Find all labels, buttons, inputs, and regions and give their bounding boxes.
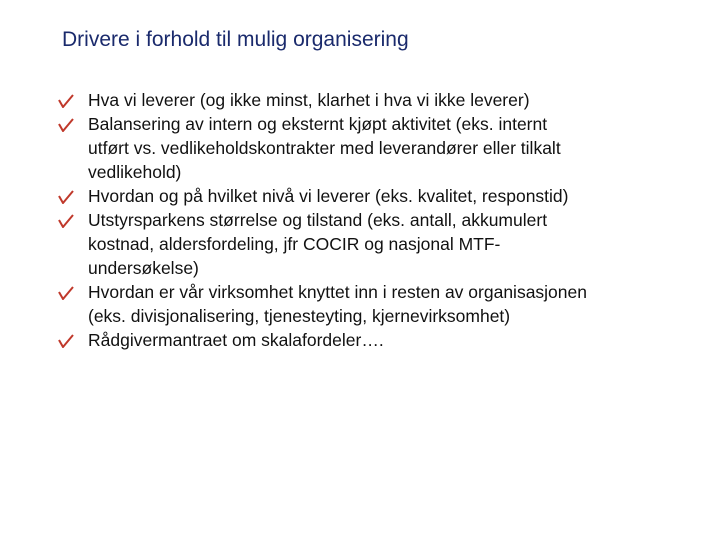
bullet-line: kostnad, aldersfordeling, jfr COCIR og nasjonal MTF- bbox=[88, 234, 501, 254]
bullet-line: Utstyrsparkens størrelse og tilstand (eks. antall, akkumulert bbox=[88, 210, 548, 230]
bullet-line: utført vs. vedlikeholdskontrakter med leverandører eller tilkalt bbox=[88, 138, 561, 158]
bullet-text bbox=[88, 280, 678, 328]
bullet-line: vedlikehold) bbox=[88, 162, 182, 182]
checkmark-icon bbox=[58, 328, 88, 352]
bullet-text bbox=[88, 328, 678, 352]
checkmark-icon bbox=[58, 184, 88, 208]
bullet-line: undersøkelse) bbox=[88, 258, 199, 278]
bullet-item bbox=[58, 208, 678, 280]
bullet-list bbox=[58, 88, 678, 352]
slide-title: Drivere i forhold til mulig organisering bbox=[62, 28, 409, 51]
bullet-text bbox=[88, 208, 678, 280]
checkmark-icon bbox=[58, 208, 88, 232]
checkmark-icon bbox=[58, 280, 88, 304]
bullet-line: (eks. divisjonalisering, tjenesteyting, kjernevirksomhet) bbox=[88, 306, 511, 326]
bullet-item bbox=[58, 112, 678, 184]
bullet-item bbox=[58, 88, 678, 112]
bullet-item bbox=[58, 280, 678, 328]
checkmark-icon bbox=[58, 112, 88, 136]
bullet-line: Rådgivermantraet om skalafordeler…. bbox=[88, 330, 384, 350]
bullet-item bbox=[58, 184, 678, 208]
bullet-text bbox=[88, 184, 678, 208]
bullet-line: Hvordan er vår virksomhet knyttet inn i resten av organisasjonen bbox=[88, 282, 587, 302]
checkmark-icon bbox=[58, 88, 88, 112]
bullet-line: Balansering av intern og eksternt kjøpt aktivitet (eks. internt bbox=[88, 114, 548, 134]
bullet-line: Hva vi leverer (og ikke minst, klarhet i hva vi ikke leverer) bbox=[88, 90, 530, 110]
bullet-text bbox=[88, 88, 678, 112]
bullet-line: Hvordan og på hvilket nivå vi leverer (eks. kvalitet, responstid) bbox=[88, 186, 569, 206]
bullet-item bbox=[58, 328, 678, 352]
bullet-text bbox=[88, 112, 678, 184]
